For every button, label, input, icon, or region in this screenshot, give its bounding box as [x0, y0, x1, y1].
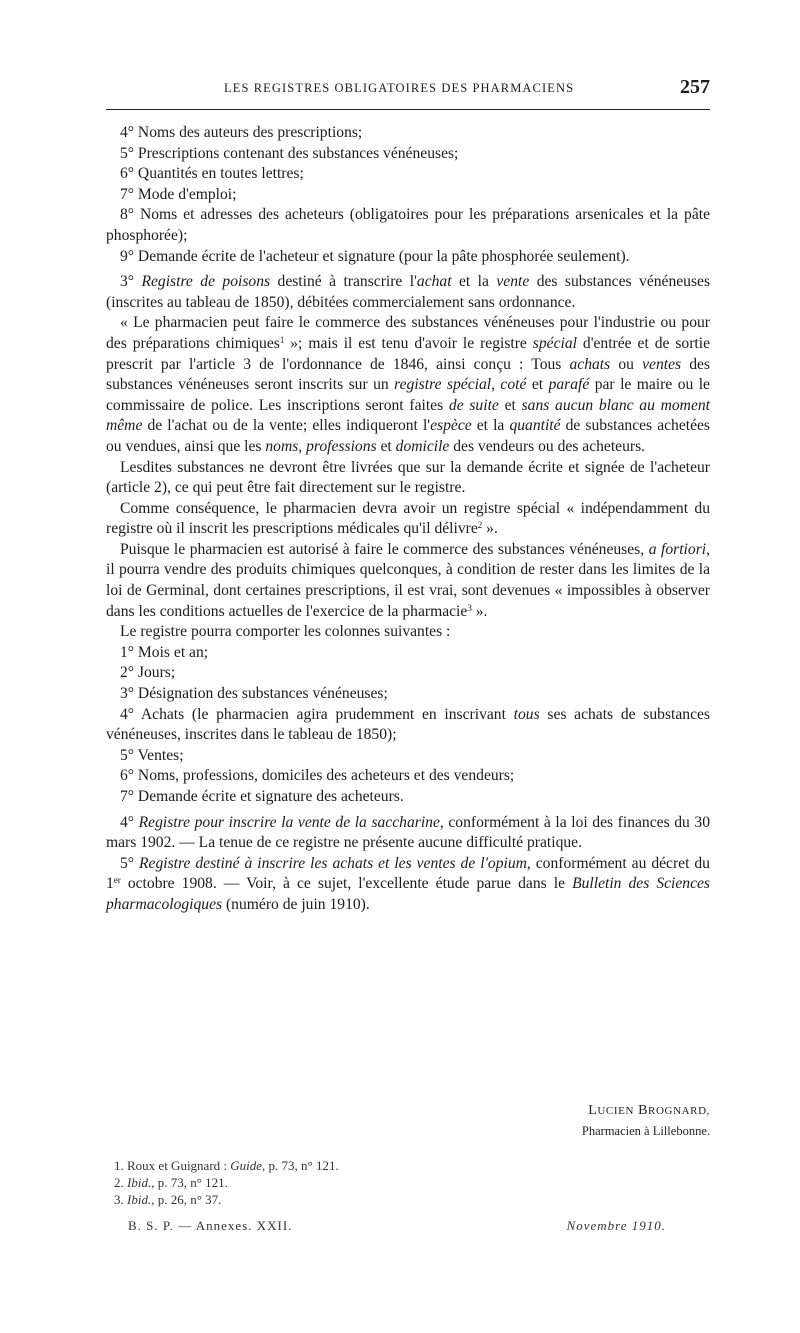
author-signature [582, 1100, 710, 1140]
name-initial: L [588, 1103, 598, 1118]
footnote [114, 1174, 634, 1191]
text-run: , conformément à la loi des finances du 30 mars 1902. — La tenue de ce registre ne présente aucune difficulté pratique. [106, 813, 711, 852]
page-number: 257 [680, 76, 710, 98]
paragraph: Lesdites substances ne devront être livrées que sur la demande écrite et signée de l'acheteur (article 2), ce qui peut être fait directement sur le registre. [106, 458, 710, 497]
text-run: et la [471, 417, 510, 435]
text-run: 5° [120, 854, 139, 872]
text-run: Guide [230, 1158, 263, 1173]
text-run: d'entrée et de sortie prescrit par l'article 3 de l'ordonnance de 1846, ainsi conçu : Tous [106, 334, 711, 373]
text-run: Registre pour inscrire la vente de la saccharine [138, 813, 440, 831]
text-run: Registre destiné à inscrire les achats et les ventes de l'opium [139, 854, 527, 872]
text-run: registre spécial, coté [394, 376, 527, 394]
text-run: des substances vénéneuses (inscrites au tableau de 1850), débitées commercialement sans ordonnance. [106, 273, 711, 311]
footnote [114, 1191, 634, 1208]
author-name [582, 1100, 710, 1122]
paragraph: Le registre pourra comporter les colonnes suivantes : [120, 623, 451, 641]
footnote-ref: 3 [467, 602, 472, 613]
footer-date: Novembre 1910. [566, 1218, 666, 1233]
text-run: des substances vénéneuses seront inscrits sur un [106, 355, 711, 394]
text-run: et [498, 396, 522, 414]
text-run: 3° [120, 273, 142, 291]
paragraph [106, 499, 710, 540]
paragraph-registre-poisons [106, 272, 710, 313]
running-title: LES REGISTRES OBLIGATOIRES DES PHARMACIENS [224, 81, 575, 95]
name-rest: ROGNARD, [648, 1105, 710, 1117]
footnotes [114, 1157, 634, 1208]
footnote-ref: 2 [477, 520, 483, 531]
text-run: quantité [509, 417, 561, 435]
text-run: (numéro de juin 1910). [222, 895, 370, 913]
text-run: ventes [642, 355, 682, 373]
text-run: Ibid. [127, 1175, 152, 1190]
text-run: achat [416, 273, 452, 291]
text-run: achats [569, 355, 611, 373]
footnote-ref: 1 [279, 334, 285, 345]
text-run: 4° [120, 813, 139, 831]
body-text [106, 123, 710, 916]
header-rule [106, 109, 710, 110]
list-item: 6° Quantités en toutes lettres; [120, 165, 304, 183]
list-item [106, 705, 710, 746]
text-run: destiné à transcrire l' [270, 273, 417, 291]
text-run: ou [610, 355, 643, 373]
text-run: , p. 73, n° 121. [262, 1158, 339, 1173]
list-item: 9° Demande écrite de l'acheteur et signature (pour la pâte phosphorée seulement). [120, 247, 630, 265]
paragraph [106, 540, 710, 622]
text-run: des vendeurs ou des acheteurs. [449, 437, 646, 455]
text-run: , p. 73, n° 121. [151, 1175, 228, 1190]
author-role: Pharmacien à Lillebonne. [581, 1124, 710, 1138]
text-run: de suite [448, 396, 499, 414]
text-run: , il pourra vendre des produits chimiques quelconques, à condition de rester dans les limites de la loi de Germinal, dont certaines prescriptions, il est vrai, sont devenues « impossibles à observer dans les conditions actuelles de l'exercice de la pharmacie [106, 540, 710, 620]
text-run: parafé [548, 376, 590, 394]
text-run: octobre 1908. — Voir, à ce sujet, l'excellente étude parue dans le [120, 875, 573, 893]
name-initial: B [638, 1103, 649, 1118]
text-run: ». [471, 602, 488, 620]
list-item: 7° Mode d'emploi; [120, 185, 237, 203]
page-header [106, 76, 710, 100]
text-run: et la [451, 273, 497, 291]
text-run: Bulletin des Sciences pharmacologiques [106, 875, 711, 913]
list-item: 5° Ventes; [120, 746, 184, 764]
paragraph-saccharine [106, 813, 710, 854]
list-item: 8° Noms et adresses des acheteurs (obligatoires pour les préparations arsenicales et la pâte phosphorée); [106, 206, 710, 244]
list-item: 3° Désignation des substances vénéneuses; [120, 685, 388, 703]
text-run: ses achats de substances vénéneuses, inscrites dans le tableau de 1850); [106, 705, 710, 744]
paragraph-quotation [106, 313, 710, 457]
text-run: 3. [114, 1192, 127, 1207]
text-run: Registre de poisons [141, 273, 271, 291]
text-run: , conformément au décret du 1 [106, 854, 710, 893]
list-item: 2° Jours; [120, 664, 176, 682]
text-run: spécial [532, 334, 577, 352]
text-run: Ibid. [127, 1192, 152, 1207]
text-run: Puisque le pharmacien est autorisé à faire le commerce des substances vénéneuses, [120, 540, 649, 558]
text-run: ». [482, 520, 498, 538]
paragraph-opium [106, 854, 710, 916]
text-run: a fortiori [648, 540, 707, 558]
text-run: domicile [395, 437, 450, 455]
list-item: 5° Prescriptions contenant des substances vénéneuses; [120, 144, 459, 162]
text-run: « Le pharmacien peut faire le commerce des substances vénéneuses pour l'industrie ou pour des préparations chimiques [106, 314, 710, 352]
text-run: de substances achetées ou vendues, ainsi que les [106, 417, 710, 455]
text-run: et [376, 437, 396, 455]
text-run: tous [513, 705, 540, 723]
footer-journal: B. S. P. — Annexes. XXII. [128, 1218, 293, 1233]
name-rest: UCIEN [597, 1105, 634, 1117]
text-run: 2. [114, 1175, 127, 1190]
text-run: de l'achat ou de la vente; elles indiqueront l' [142, 417, 431, 435]
superscript: er [113, 875, 121, 886]
text-run: vente [496, 273, 530, 291]
footnote [114, 1157, 634, 1174]
text-run: noms, professions [265, 437, 377, 455]
text-run: »; mais il est tenu d'avoir le registre [284, 334, 533, 352]
text-run: , p. 26, n° 37. [151, 1192, 222, 1207]
text-run: Comme conséquence, le pharmacien devra avoir un registre spécial « indépendamment du registre où il inscrit les prescriptions médicales qu'il délivre [106, 499, 710, 538]
list-item: 6° Noms, professions, domiciles des acheteurs et des vendeurs; [120, 767, 515, 785]
text-run: sans aucun blanc au moment même [106, 396, 710, 435]
text-run: 4° Achats (le pharmacien agira prudemment en inscrivant [120, 705, 514, 723]
list-item: 4° Noms des auteurs des prescriptions; [120, 124, 363, 141]
text-run: et [526, 376, 549, 394]
text-run: par le maire ou le commissaire de police. Les inscriptions seront faites [106, 376, 710, 414]
list-item: 1° Mois et an; [120, 643, 209, 661]
text-run: 1. Roux et Guignard : [114, 1158, 231, 1173]
text-run: espèce [430, 417, 472, 435]
list-item: 7° Demande écrite et signature des acheteurs. [120, 788, 404, 805]
